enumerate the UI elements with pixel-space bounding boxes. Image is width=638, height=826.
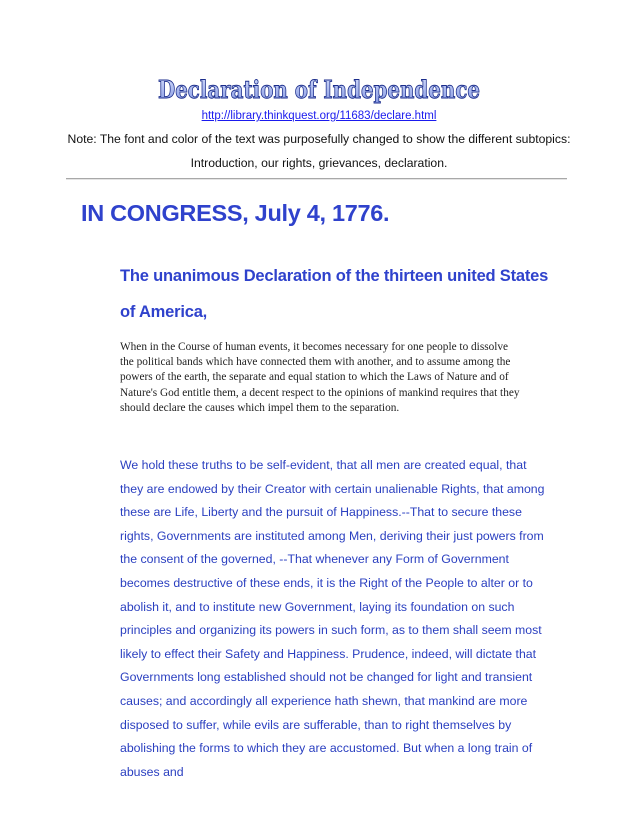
divider xyxy=(66,178,567,180)
introduction-paragraph: When in the Course of human events, it becomes necessary for one people to dissolve the political bands which have connected them with another, and to assume among the powers of the earth, the separate and equal station to which the Laws of Nature and of Nature's God entitle them, a decent respect to the opinions of mankind requires that they should declare the causes which impel them to the separation. xyxy=(120,341,520,414)
banner-title: Declaration of Independence xyxy=(158,75,480,104)
main-heading: IN CONGRESS, July 4, 1776. xyxy=(81,200,390,226)
banner-title-graphic xyxy=(0,74,638,106)
banner xyxy=(0,74,638,106)
rights-paragraph: We hold these truths to be self-evident, that all men are created equal, that they are endowed by their Creator with certain unalienable Rights, that among these are Life, Liberty and the pursuit of Happiness.--That to secure these rights, Governments are instituted among Men, deriving their just powers from the consent of the governed, --That whenever any Form of Government becomes destructive of these ends, it is the Right of the People to alter or to abolish it, and to institute new Government, laying its foundation on such principles and organizing its powers in such form, as to them shall seem most likely to effect their Safety and Happiness. Prudence, indeed, will dictate that Governments long established should not be changed for light and transient causes; and accordingly all experience hath shewn, that mankind are more disposed to suffer, while evils are sufferable, than to right themselves by abolishing the forms to which they are accustomed. But when a long train of abuses and xyxy=(120,458,545,779)
source-link[interactable]: http://library.thinkquest.org/11683/declare.html xyxy=(201,110,437,122)
note-text: Note: The font and color of the text was purposefully changed to show the different subtopics: Introduction, our rights, grievances, declaration. xyxy=(67,132,571,170)
sub-heading: The unanimous Declaration of the thirteen united States of America, xyxy=(120,267,549,321)
